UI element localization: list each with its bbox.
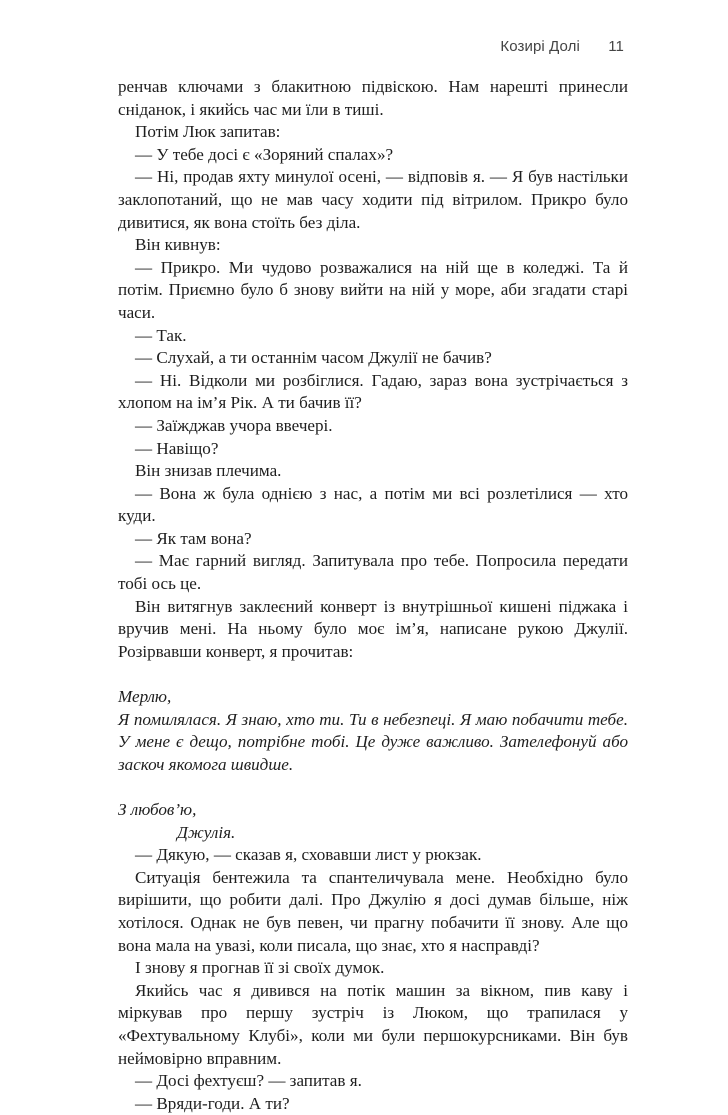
paragraph: Він кивнув: <box>135 235 221 255</box>
running-head <box>500 38 624 55</box>
dialogue-line: — Вона ж була однією з нас, а потім ми всі розлетілися — хто куди. <box>118 483 628 526</box>
dialogue-line: — Заїжджав учора ввечері. <box>135 415 333 435</box>
paragraph: Він знизав плечима. <box>135 461 282 481</box>
paragraph: Якийсь час я дивився на потік машин за вікном, пив каву і міркував про першу зустріч із Люком, що трапилася у «Фехтувальному Клубі», коли ми були першокурсниками. Він був неймовірно вправним. <box>118 980 628 1068</box>
paragraph-continued: ренчав ключами з блакитною підвіскою. Нам нарешті принесли сніданок, і якийсь час ми їли в тиші. <box>118 77 628 119</box>
dialogue-line: — Ні. Відколи ми розбіглися. Гадаю, зараз вона зустрічається з хлопом на ім’я Рік. А ти бачив її? <box>118 370 628 413</box>
letter-salutation: Мерлю, <box>118 687 172 707</box>
book-title: Козирі Долі <box>500 38 580 55</box>
dialogue-line: — Має гарний вигляд. Запитувала про тебе. Попросила передати тобі ось це. <box>118 551 628 594</box>
dialogue-line: — Дякую, — сказав я, сховавши лист у рюкзак. <box>135 845 482 865</box>
dialogue-line: — Навіщо? <box>135 438 219 458</box>
section-gap <box>118 776 628 799</box>
paragraph: Потім Люк запитав: <box>135 122 281 142</box>
letter-body: Я помилялася. Я знаю, хто ти. Ти в небезпеці. Я маю побачити тебе. У мене є дещо, потрібне тобі. Це дуже важливо. Зателефонуй або заскоч якомога швидше. <box>118 709 628 774</box>
dialogue-line: — Так. <box>135 325 187 345</box>
paragraph: І знову я прогнав її зі своїх думок. <box>135 958 385 978</box>
section-gap <box>118 663 628 686</box>
body-text <box>118 76 628 1115</box>
dialogue-line: — Ні, продав яхту минулої осені, — відповів я. — Я був настільки заклопотаний, що не мав часу ходити під вітрилом. Прикро було дивитися, як вона стоїть без діла. <box>118 167 628 232</box>
page-number: 11 <box>608 38 624 55</box>
letter-signature: Джулія. <box>177 822 236 842</box>
paragraph: Він витягнув заклеєний конверт із внутрішньої кишені піджака і вручив мені. На ньому було моє ім’я, написане рукою Джулії. Розірвавши конверт, я прочитав: <box>118 596 628 661</box>
dialogue-line: — У тебе досі є «Зоряний спалах»? <box>135 144 394 164</box>
dialogue-line: — Прикро. Ми чудово розважалися на ній ще в коледжі. Та й потім. Приємно було б знову вийти на ній у море, аби згадати старі часи. <box>118 257 628 322</box>
dialogue-line: — Слухай, а ти останнім часом Джулії не бачив? <box>135 348 492 368</box>
letter-closing: З любов’ю, <box>118 800 197 819</box>
dialogue-line: — Досі фехтуєш? — запитав я. <box>135 1071 362 1091</box>
dialogue-line: — Вряди-годи. А ти? <box>135 1093 290 1113</box>
dialogue-line: — Як там вона? <box>135 528 252 548</box>
paragraph: Ситуація бентежила та спантеличувала мене. Необхідно було вирішити, що робити далі. Про Джулію я досі думав більше, ніж хотілося. Однак не був певен, чи прагну побачити її знову. Але що вона мала на увазі, коли писала, що знає, хто я насправді? <box>118 867 628 955</box>
